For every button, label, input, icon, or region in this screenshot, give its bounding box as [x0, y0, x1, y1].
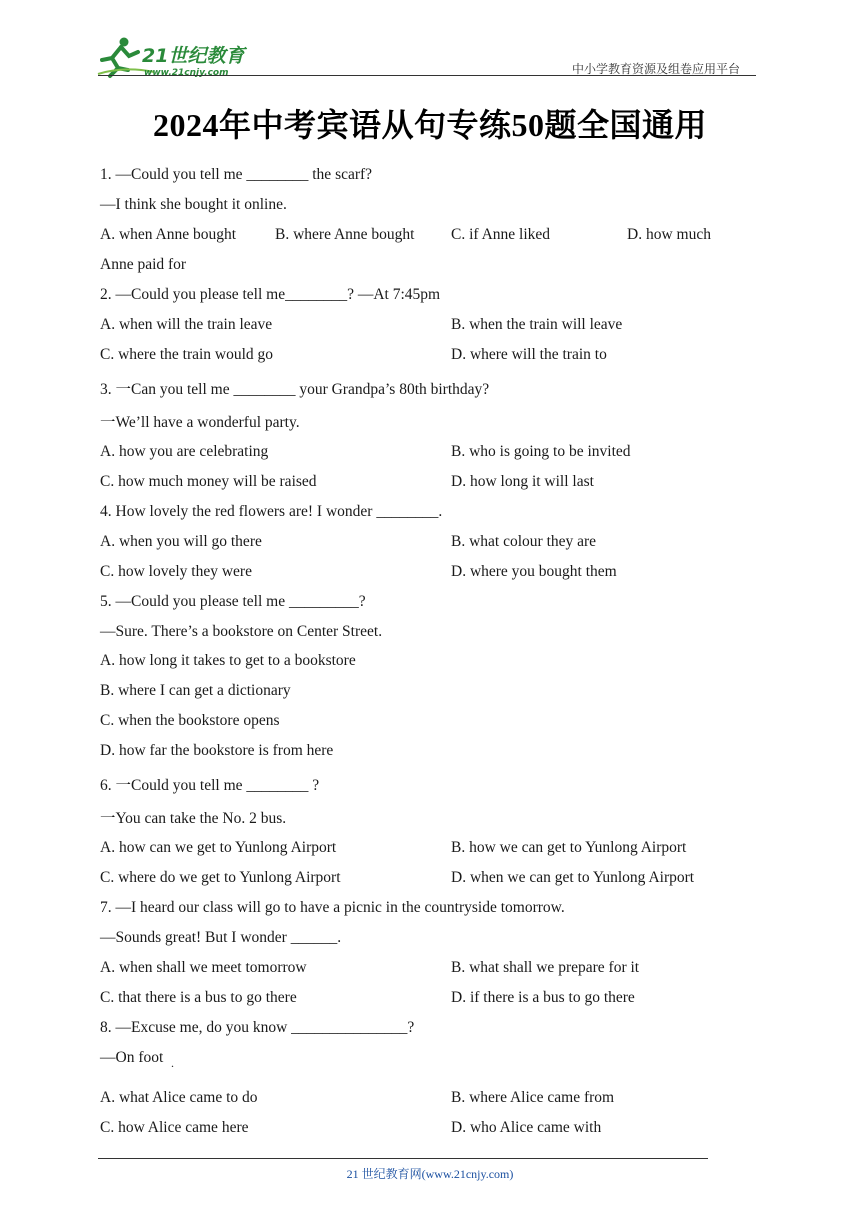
question-3-option-a: A. how you are celebrating	[100, 443, 269, 460]
question-3: 3. 一Can you tell me ________ your Grandpa’s 80th birthday?	[100, 381, 490, 398]
question-5-option-c: C. when the bookstore opens	[100, 712, 280, 729]
question-8-option-b: B. where Alice came from	[451, 1089, 615, 1106]
question-3-option-b: B. who is going to be invited	[451, 443, 631, 460]
logo-text: 21世纪教育	[142, 45, 245, 67]
question-5-option-b: B. where I can get a dictionary	[100, 682, 291, 699]
question-6-option-a: A. how can we get to Yunlong Airport	[100, 839, 337, 856]
question-4-option-a: A. when you will go there	[100, 533, 262, 550]
question-6-option-c: C. where do we get to Yunlong Airport	[100, 869, 341, 886]
question-2-option-d: D. where will the train to	[451, 346, 607, 363]
question-4-option-c: C. how lovely they were	[100, 563, 252, 580]
footer-link[interactable]: 21 世纪教育网(www.21cnjy.com)	[346, 1167, 514, 1181]
question-7-option-b: B. what shall we prepare for it	[451, 959, 640, 976]
question-1-option-b: B. where Anne bought	[275, 226, 415, 243]
question-3-reply: 一We’ll have a wonderful party.	[100, 414, 300, 431]
question-5-option-d: D. how far the bookstore is from here	[100, 742, 334, 759]
question-7-reply: —Sounds great! But I wonder ______.	[100, 929, 342, 946]
question-8-option-d: D. who Alice came with	[451, 1119, 602, 1136]
question-6-option-d: D. when we can get to Yunlong Airport	[451, 869, 695, 886]
question-1-option-a: A. when Anne bought	[100, 226, 237, 243]
question-8-reply-dot: .	[171, 1056, 174, 1070]
question-3-option-c: C. how much money will be raised	[100, 473, 317, 490]
question-1: 1. —Could you tell me ________ the scarf?	[100, 166, 373, 183]
question-1-option-d: D. how much	[627, 226, 711, 243]
page-title: 2024年中考宾语从句专练50题全国通用	[152, 107, 707, 143]
question-1-reply: —I think she bought it online.	[100, 196, 287, 213]
question-7-option-c: C. that there is a bus to go there	[100, 989, 297, 1006]
question-6: 6. 一Could you tell me ________ ?	[100, 777, 320, 794]
question-2: 2. —Could you please tell me________? —At 7:45pm	[100, 286, 441, 303]
question-2-option-b: B. when the train will leave	[451, 316, 623, 333]
question-6-reply: 一You can take the No. 2 bus.	[100, 810, 287, 827]
question-8: 8. —Excuse me, do you know _______________?	[100, 1019, 415, 1036]
question-6-option-b: B. how we can get to Yunlong Airport	[451, 839, 687, 856]
question-8-option-c: C. how Alice came here	[100, 1119, 249, 1136]
question-7: 7. —I heard our class will go to have a picnic in the countryside tomorrow.	[100, 899, 565, 916]
question-8-option-a: A. what Alice came to do	[100, 1089, 258, 1106]
question-5: 5. —Could you please tell me _________?	[100, 593, 366, 610]
header-divider	[98, 75, 756, 76]
question-5-option-a: A. how long it takes to get to a bookstore	[100, 652, 356, 669]
question-8-reply: —On foot	[100, 1049, 164, 1066]
logo-url-text: www.21cnjy.com	[144, 68, 229, 78]
footer-divider	[98, 1158, 708, 1159]
question-7-option-a: A. when shall we meet tomorrow	[100, 959, 307, 976]
site-logo	[94, 36, 264, 80]
question-4-option-b: B. what colour they are	[451, 533, 597, 550]
question-4: 4. How lovely the red flowers are! I wonder ________.	[100, 503, 443, 520]
question-1-option-d-continued: Anne paid for	[100, 256, 187, 273]
question-2-option-c: C. where the train would go	[100, 346, 274, 363]
question-5-reply: —Sure. There’s a bookstore on Center Street.	[100, 623, 383, 640]
question-7-option-d: D. if there is a bus to go there	[451, 989, 635, 1006]
header-platform-text: 中小学教育资源及组卷应用平台	[572, 62, 741, 76]
question-4-option-d: D. where you bought them	[451, 563, 617, 580]
question-3-option-d: D. how long it will last	[451, 473, 594, 490]
question-1-option-c: C. if Anne liked	[451, 226, 551, 243]
question-2-option-a: A. when will the train leave	[100, 316, 273, 333]
